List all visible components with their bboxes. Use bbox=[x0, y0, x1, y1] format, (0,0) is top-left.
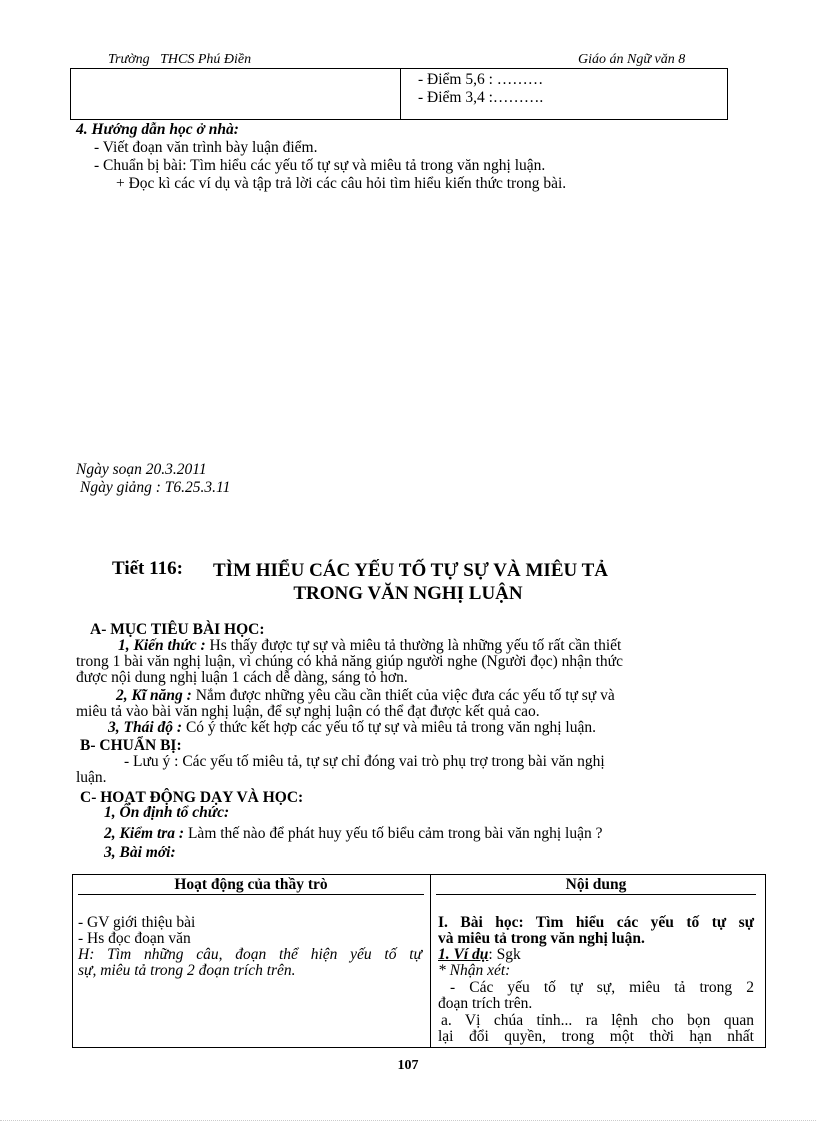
content-line-3 bbox=[438, 947, 521, 963]
section-a-heading: A- MỤC TIÊU BÀI HỌC: bbox=[90, 621, 265, 638]
example-label: 1. Ví dụ bbox=[438, 946, 489, 963]
attitude-line bbox=[76, 720, 596, 736]
header-school-name: Phú Điền bbox=[197, 52, 252, 67]
table-top-border bbox=[72, 874, 766, 875]
step-2-text: Làm thế nào để phát huy yếu tố biểu cảm trong bài văn nghị luận ? bbox=[187, 825, 603, 842]
homework-heading: 4. Hướng dẫn học ở nhà: bbox=[76, 121, 239, 138]
homework-item-3: + Đọc kì các ví dụ và tập trả lời các câu hỏi tìm hiểu kiến thức trong bài. bbox=[116, 175, 567, 192]
header-subject: Giáo án Ngữ văn 8 bbox=[578, 52, 686, 67]
knowledge-label: 1, Kiến thức : bbox=[118, 637, 206, 654]
knowledge-line-2: trong 1 bài văn nghị luận, vì chúng có khả năng giúp người nghe (Người đọc) nhận thức bbox=[76, 653, 623, 670]
lesson-number: Tiết 116: bbox=[112, 558, 183, 579]
step-3: 3, Bài mới: bbox=[104, 844, 176, 861]
knowledge-line-3: được nội dung nghị luận 1 cách dễ dàng, sáng tỏ hơn. bbox=[76, 669, 408, 686]
knowledge-text-1: Hs thấy được tự sự và miêu tả thường là những yếu tố rất cần thiết bbox=[209, 637, 622, 654]
content-line-2: và miêu tả trong văn nghị luận. bbox=[438, 930, 645, 947]
page-number: 107 bbox=[397, 1058, 419, 1073]
activity-line-1: - GV giới thiệu bài bbox=[78, 914, 196, 931]
content-line-4: * Nhận xét: bbox=[438, 962, 511, 979]
knowledge-line-1 bbox=[76, 638, 756, 654]
preparation-line-2: luận. bbox=[76, 769, 107, 786]
page-edge bbox=[0, 1120, 816, 1121]
skill-line-1 bbox=[76, 688, 615, 704]
top-table-bottom-border bbox=[70, 119, 728, 120]
content-line-7: a. Vị chúa tỉnh... ra lệnh cho bọn quan bbox=[441, 1012, 754, 1029]
section-c-heading: C- HOẠT ĐỘNG DẠY VÀ HỌC: bbox=[80, 789, 304, 806]
homework-item-1: - Viết đoạn văn trình bày luận điểm. bbox=[94, 139, 318, 156]
preparation-line-1: - Lưu ý : Các yếu tố miêu tả, tự sự chỉ đóng vai trò phụ trợ trong bài văn nghị bbox=[124, 753, 605, 770]
col1-header-rule bbox=[78, 894, 424, 895]
skill-line-2: miêu tả vào bài văn nghị luận, để sự nghị luận có thể đạt được kết quả cao. bbox=[76, 703, 540, 720]
content-line-8: lại đổi quyền, trong một thời hạn nhất bbox=[438, 1029, 754, 1045]
attitude-label: 3, Thái độ : bbox=[108, 719, 183, 736]
col2-header-rule bbox=[436, 894, 756, 895]
table-right-border bbox=[765, 874, 766, 1048]
table-bottom-border bbox=[72, 1047, 766, 1048]
content-line-5: - Các yếu tố tự sự, miêu tả trong 2 bbox=[450, 979, 754, 996]
lesson-title-line-1: TÌM HIỂU CÁC YẾU TỐ TỰ SỰ VÀ MIÊU TẢ bbox=[213, 560, 609, 581]
header-school-word: Trường bbox=[108, 52, 150, 67]
step-1: 1, Ổn định tổ chức: bbox=[104, 804, 230, 821]
skill-text-1: Nắm được những yêu cầu cần thiết của việc đưa các yếu tố tự sự và bbox=[195, 687, 615, 704]
activity-line-4: sự, miêu tả trong 2 đoạn trích trên. bbox=[78, 962, 296, 979]
activity-line-3: H: Tìm những câu, đoạn thể hiện yếu tố tự bbox=[78, 946, 422, 963]
score-3-4: - Điểm 3,4 :………. bbox=[418, 89, 544, 106]
content-line-6: đoạn trích trên. bbox=[438, 995, 533, 1012]
col2-header: Nội dung bbox=[565, 876, 627, 893]
step-2-label: 2, Kiểm tra : bbox=[104, 825, 185, 842]
attitude-text: Có ý thức kết hợp các yếu tố tự sự và miêu tả trong văn nghị luận. bbox=[185, 719, 596, 736]
header-school bbox=[108, 52, 251, 68]
date-taught: Ngày giảng : T6.25.3.11 bbox=[80, 479, 231, 496]
lesson-title-line-2: TRONG VĂN NGHỊ LUẬN bbox=[293, 583, 523, 604]
table-mid-border bbox=[430, 874, 431, 1048]
skill-label: 2, Kĩ năng : bbox=[116, 687, 192, 704]
top-table-right-border bbox=[727, 68, 728, 120]
header-school-type: THCS bbox=[160, 52, 195, 67]
section-b-heading: B- CHUẨN BỊ: bbox=[80, 737, 182, 754]
top-table-left-border bbox=[70, 68, 71, 120]
score-5-6: - Điểm 5,6 : ……… bbox=[418, 71, 544, 88]
homework-item-2: - Chuẩn bị bài: Tìm hiểu các yếu tố tự sự và miêu tả trong văn nghị luận. bbox=[94, 157, 546, 174]
content-line-1: I. Bài học: Tìm hiểu các yếu tố tự sự bbox=[438, 914, 754, 931]
table-left-border bbox=[72, 874, 73, 1048]
step-2 bbox=[104, 826, 602, 842]
example-text: : Sgk bbox=[488, 946, 521, 963]
header-rule bbox=[70, 68, 728, 69]
date-prepared: Ngày soạn 20.3.2011 bbox=[76, 461, 207, 478]
activity-line-2: - Hs đọc đoạn văn bbox=[78, 930, 191, 947]
top-table-mid-border bbox=[400, 68, 401, 120]
col1-header: Hoạt động của thầy trò bbox=[174, 876, 328, 893]
